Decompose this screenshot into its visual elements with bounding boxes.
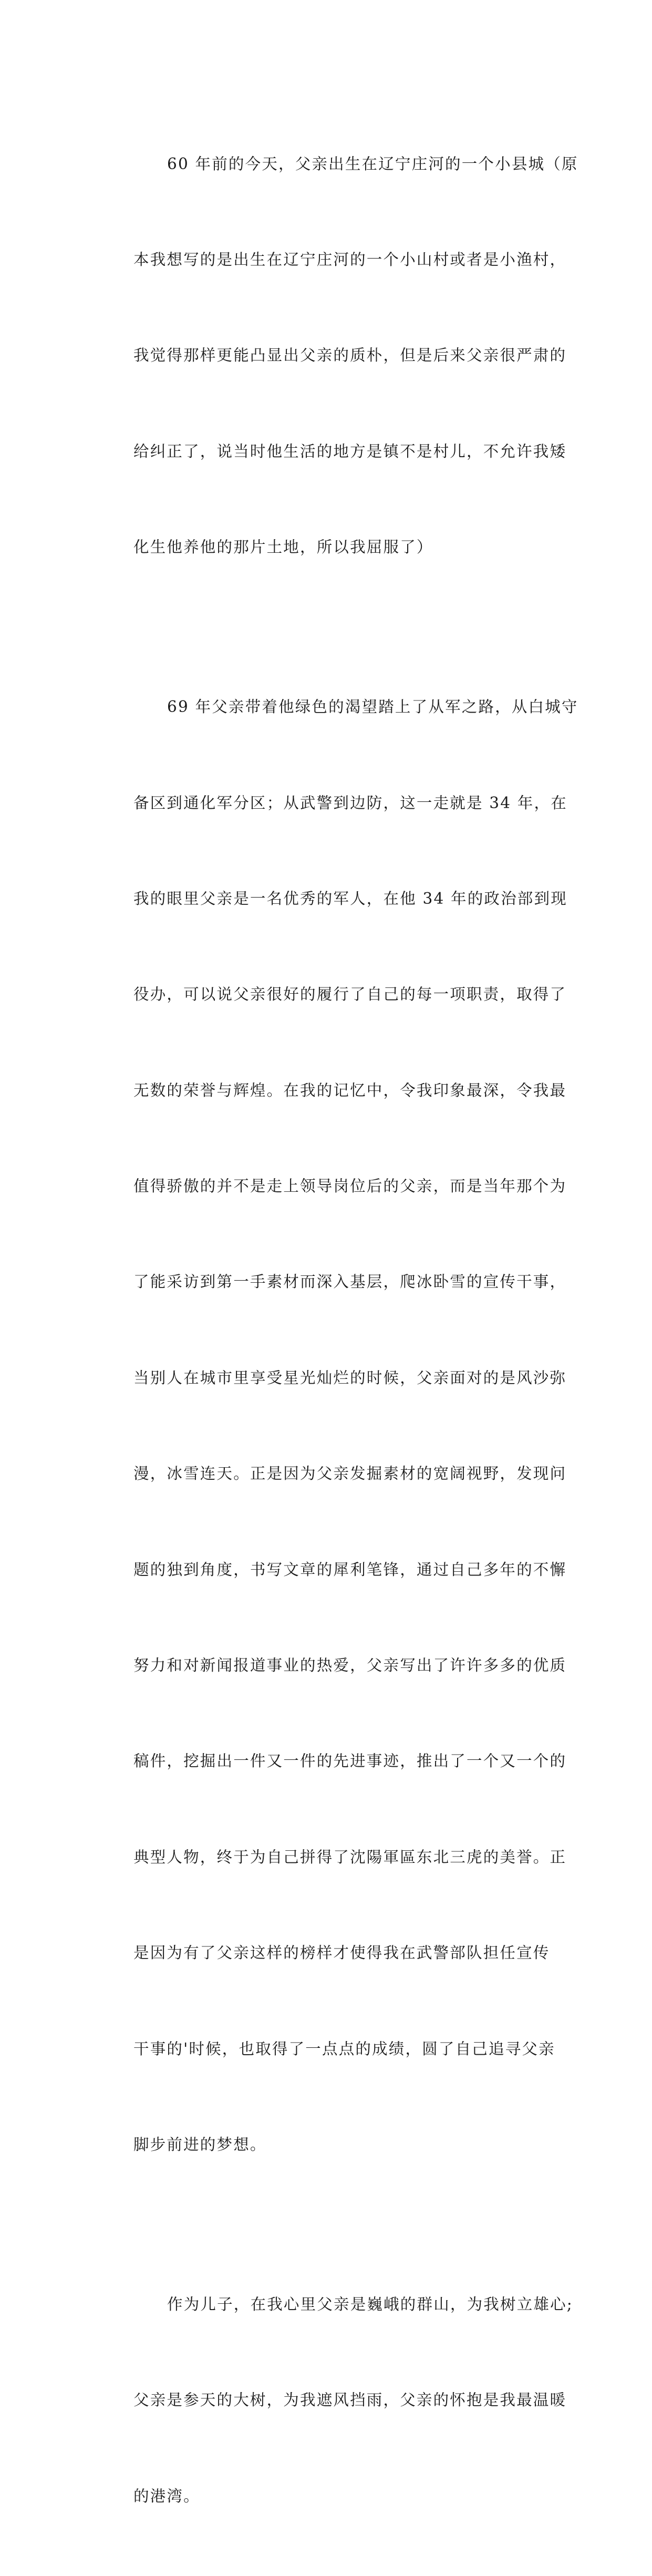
text-line: 60 年前的今天，父亲出生在辽宁庄河的一个小县城（原 [167,154,578,173]
text-line: 给纠正了，说当时他生活的地方是镇不是村儿，不允许我矮 [133,442,567,460]
text-line: 典型人物，终于为自己拼得了沈陽軍區东北三虎的美誉。正 [133,1848,567,1866]
text-line: 作为儿子，在我心里父亲是巍峨的群山，为我树立雄心; [167,2295,573,2313]
text-line: 役办，可以说父亲很好的履行了自己的每一项职责，取得了 [133,985,567,1004]
paragraph-1 [100,84,578,627]
text-line: 的港湾。 [133,2487,200,2505]
text-line: 无数的荣誉与辉煌。在我的记忆中，令我印象最深，令我最 [133,1081,567,1099]
text-line: 我的眼里父亲是一名优秀的军人，在他 34 年的政治部到现 [133,889,567,908]
text-line: 备区到通化军分区；从武警到边防，这一走就是 34 年，在 [133,794,567,812]
paragraph-2 [100,627,578,2225]
text-line: 了能采访到第一手素材而深入基层，爬冰卧雪的宣传干事， [133,1273,567,1291]
paragraph-3 [100,2224,573,2576]
text-line: 我觉得那样更能凸显出父亲的质朴，但是后来父亲很严肃的 [133,346,567,365]
text-line: 当别人在城市里享受星光灿烂的时候，父亲面对的是风沙弥 [133,1368,567,1387]
text-line: 干事的'时候，也取得了一点点的成绩，圆了自己追寻父亲 [133,2039,555,2058]
text-line: 脚步前进的梦想。 [133,2136,267,2153]
text-line: 69 年父亲带着他绿色的渴望踏上了从军之路，从白城守 [167,698,578,716]
text-line: 父亲是参天的大树，为我遮风挡雨，父亲的怀抱是我最温暖 [133,2391,567,2409]
text-line: 题的独到角度，书写文章的犀利笔锋，通过自己多年的不懈 [133,1560,567,1579]
text-line: 漫，冰雪连天。正是因为父亲发掘素材的宽阔视野，发现问 [133,1465,567,1483]
text-line: 努力和对新闻报道事业的热爱，父亲写出了许许多多的优质 [133,1656,567,1675]
text-line: 值得骄傲的并不是走上领导岗位后的父亲，而是当年那个为 [133,1177,567,1196]
text-line: 稿件，挖掘出一件又一件的先进事迹，推出了一个又一个的 [133,1752,567,1770]
text-line: 本我想写的是出生在辽宁庄河的一个小山村或者是小渔村， [133,250,567,269]
body-text [100,84,578,2576]
text-line: 化生他养他的那片土地，所以我屈服了） [133,538,433,557]
text-line: 是因为有了父亲这样的榜样才使得我在武警部队担任宣传 [133,1944,550,1962]
